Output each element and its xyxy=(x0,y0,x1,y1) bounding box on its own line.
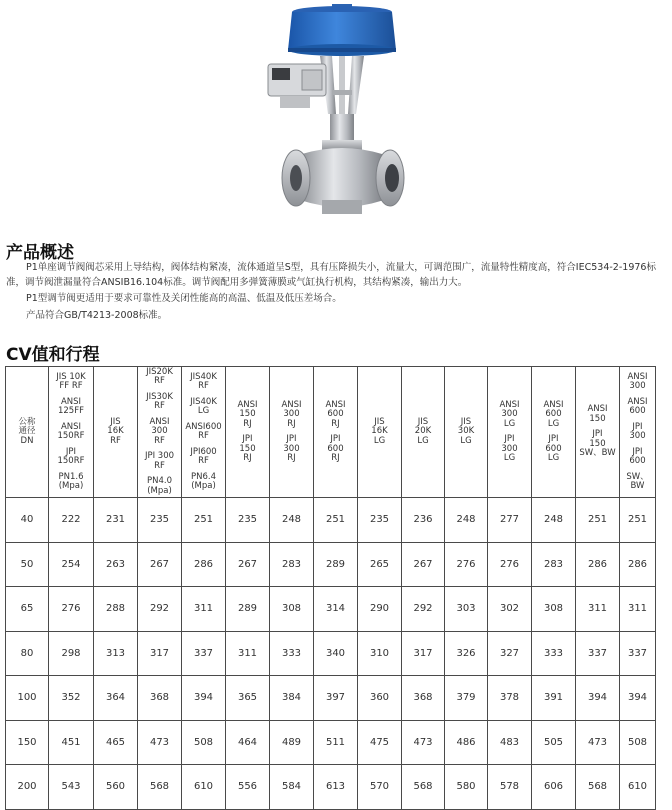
cv-header-label: JPI 600 RJ xyxy=(327,434,344,463)
cv-header-label: ANSI 300 xyxy=(627,371,648,391)
cv-value-cell: 473 xyxy=(576,720,620,765)
cv-value-cell: 568 xyxy=(576,765,620,810)
cv-dn-cell: 80 xyxy=(6,631,49,676)
cv-value-cell: 394 xyxy=(620,676,656,721)
cv-value-cell: 248 xyxy=(270,498,314,543)
cv-value-cell: 568 xyxy=(402,765,445,810)
cv-header-label: 公称 通径 DN xyxy=(18,416,36,446)
cv-value-cell: 568 xyxy=(138,765,182,810)
cv-header-label: PN6.4 (Mpa) xyxy=(190,471,216,491)
cv-value-cell: 310 xyxy=(358,631,402,676)
cv-value-cell: 290 xyxy=(358,587,402,632)
cv-value-cell: 222 xyxy=(49,498,94,543)
cv-header-label: ANSI 600 LG xyxy=(543,399,564,429)
cv-header-label: ANSI 150RF xyxy=(57,421,85,441)
cv-header-cell xyxy=(226,367,270,498)
cv-value-cell: 333 xyxy=(270,631,314,676)
cv-value-cell: 464 xyxy=(226,720,270,765)
cv-dn-cell: 40 xyxy=(6,498,49,543)
cv-value-cell: 580 xyxy=(445,765,488,810)
cv-header-label: ANSI 300 LG xyxy=(499,399,520,429)
cv-value-cell: 379 xyxy=(445,676,488,721)
cv-value-cell: 483 xyxy=(488,720,532,765)
cv-value-cell: 276 xyxy=(488,542,532,587)
cv-value-cell: 263 xyxy=(94,542,138,587)
cv-value-cell: 277 xyxy=(488,498,532,543)
cv-value-cell: 251 xyxy=(314,498,358,543)
cv-value-cell: 286 xyxy=(620,542,656,587)
cv-value-cell: 314 xyxy=(314,587,358,632)
cv-table-row xyxy=(6,542,656,587)
cv-value-cell: 489 xyxy=(270,720,314,765)
cv-value-cell: 298 xyxy=(49,631,94,676)
cv-header-label: JIS20K RF xyxy=(146,366,173,387)
cv-value-cell: 288 xyxy=(94,587,138,632)
cv-value-cell: 333 xyxy=(532,631,576,676)
cv-value-cell: 360 xyxy=(358,676,402,721)
cv-value-cell: 505 xyxy=(532,720,576,765)
cv-value-cell: 340 xyxy=(314,631,358,676)
cv-header-label: JIS30K RF xyxy=(146,391,173,412)
cv-header-label: JIS40K LG xyxy=(190,396,217,416)
cv-header-label: JPI 300 RJ xyxy=(283,434,300,463)
cv-value-cell: 610 xyxy=(620,765,656,810)
cv-value-cell: 303 xyxy=(445,587,488,632)
cv-header-cell xyxy=(138,367,182,498)
cv-value-cell: 289 xyxy=(226,587,270,632)
section-title-overview: 产品概述 xyxy=(6,243,74,263)
cv-value-cell: 337 xyxy=(620,631,656,676)
cv-header-cell xyxy=(6,367,49,498)
cv-value-cell: 364 xyxy=(94,676,138,721)
cv-value-cell: 283 xyxy=(270,542,314,587)
cv-table-row xyxy=(6,720,656,765)
cv-dn-cell: 50 xyxy=(6,542,49,587)
cv-value-cell: 394 xyxy=(576,676,620,721)
cv-value-cell: 475 xyxy=(358,720,402,765)
cv-value-cell: 584 xyxy=(270,765,314,810)
cv-value-cell: 308 xyxy=(532,587,576,632)
cv-header-label: JPI 150 RJ xyxy=(239,434,256,463)
cv-header-cell xyxy=(314,367,358,498)
overview-paragraph-3: 产品符合GB/T4213-2008标准。 xyxy=(26,310,168,321)
cv-header-label: JPI 600 xyxy=(629,446,646,466)
cv-value-cell: 311 xyxy=(620,587,656,632)
cv-value-cell: 327 xyxy=(488,631,532,676)
cv-header-cell xyxy=(576,367,620,498)
cv-table-body xyxy=(6,498,656,810)
cv-header-label: JIS 16K RF xyxy=(107,416,124,446)
cv-value-cell: 292 xyxy=(138,587,182,632)
cv-value-cell: 254 xyxy=(49,542,94,587)
cv-value-cell: 394 xyxy=(182,676,226,721)
cv-value-cell: 292 xyxy=(402,587,445,632)
cv-header-label: JPI 600 LG xyxy=(545,434,562,463)
cv-header-label: ANSI 150 xyxy=(587,404,608,424)
cv-header-cell xyxy=(270,367,314,498)
cv-value-cell: 378 xyxy=(488,676,532,721)
cv-header-label: JPI 300 LG xyxy=(501,434,518,463)
cv-value-cell: 543 xyxy=(49,765,94,810)
cv-header-cell xyxy=(445,367,488,498)
control-valve-illustration xyxy=(262,4,422,226)
cv-value-cell: 248 xyxy=(532,498,576,543)
cv-value-cell: 289 xyxy=(314,542,358,587)
cv-header-label: ANSI 125FF xyxy=(57,396,84,416)
cv-value-cell: 276 xyxy=(49,587,94,632)
cv-dn-cell: 200 xyxy=(6,765,49,810)
cv-value-cell: 308 xyxy=(270,587,314,632)
cv-value-cell: 326 xyxy=(445,631,488,676)
cv-value-cell: 560 xyxy=(94,765,138,810)
cv-header-cell xyxy=(488,367,532,498)
cv-value-cell: 508 xyxy=(182,720,226,765)
cv-header-label: JIS 20K LG xyxy=(414,416,432,446)
cv-value-cell: 251 xyxy=(182,498,226,543)
cv-table-row xyxy=(6,676,656,721)
cv-header-label: JPI 150RF xyxy=(57,446,85,466)
cv-value-cell: 235 xyxy=(358,498,402,543)
cv-value-cell: 251 xyxy=(620,498,656,543)
cv-header-cell xyxy=(94,367,138,498)
cv-value-cell: 276 xyxy=(445,542,488,587)
cv-header-cell xyxy=(358,367,402,498)
cv-header-label: JIS 30K LG xyxy=(457,416,475,446)
cv-value-cell: 248 xyxy=(445,498,488,543)
cv-value-cell: 236 xyxy=(402,498,445,543)
cv-value-cell: 317 xyxy=(138,631,182,676)
cv-header-label: JPI 300 RF xyxy=(144,451,175,471)
cv-header-label: ANSI 150 RJ xyxy=(237,399,258,429)
cv-value-cell: 311 xyxy=(182,587,226,632)
cv-value-cell: 556 xyxy=(226,765,270,810)
cv-value-cell: 317 xyxy=(402,631,445,676)
overview-paragraph-1: P1单座调节阀阀芯采用上导结构，阀体结构紧凑，流体通道呈S型，具有压降损失小，流量大，可调范围广，流量特性精度高，符合IEC534-2-1976标准，调节阀泄漏量符合ANSIB16.104标准。调节阀配用多弹簧薄膜或气缸执行机构，其结构紧凑，输出力大。 xyxy=(6,262,656,288)
cv-header-cell xyxy=(49,367,94,498)
cv-header-label: PN4.0 (Mpa) xyxy=(146,476,172,496)
cv-header-label: JIS 16K LG xyxy=(371,416,388,446)
cv-value-cell: 473 xyxy=(138,720,182,765)
cv-table-row xyxy=(6,765,656,810)
cv-header-label: SW、 BW xyxy=(626,471,649,491)
cv-value-cell: 465 xyxy=(94,720,138,765)
cv-value-cell: 231 xyxy=(94,498,138,543)
cv-value-cell: 397 xyxy=(314,676,358,721)
cv-table-row xyxy=(6,498,656,543)
cv-value-cell: 283 xyxy=(532,542,576,587)
cv-dn-cell: 150 xyxy=(6,720,49,765)
cv-header-cell xyxy=(532,367,576,498)
cv-header-label: PN1.6 (Mpa) xyxy=(58,471,84,491)
product-photo xyxy=(262,4,422,226)
cv-value-cell: 235 xyxy=(226,498,270,543)
cv-value-cell: 384 xyxy=(270,676,314,721)
cv-header-label: ANSI600 RF xyxy=(185,421,222,441)
cv-header-row xyxy=(6,367,656,498)
cv-header-label: ANSI 600 xyxy=(627,396,648,416)
cv-value-cell: 451 xyxy=(49,720,94,765)
cv-header-label: JPI 150 SW、BW xyxy=(579,429,616,459)
cv-value-cell: 265 xyxy=(358,542,402,587)
cv-value-cell: 391 xyxy=(532,676,576,721)
overview-paragraph-2: P1型调节阀更适用于要求可靠性及关闭性能高的高温、低温及低压差场合。 xyxy=(26,293,342,304)
cv-value-cell: 613 xyxy=(314,765,358,810)
cv-dn-cell: 65 xyxy=(6,587,49,632)
cv-value-cell: 286 xyxy=(576,542,620,587)
cv-value-cell: 508 xyxy=(620,720,656,765)
cv-header-label: JIS 10K FF RF xyxy=(56,371,86,391)
cv-value-cell: 610 xyxy=(182,765,226,810)
cv-value-cell: 578 xyxy=(488,765,532,810)
cv-value-cell: 486 xyxy=(445,720,488,765)
cv-value-cell: 473 xyxy=(402,720,445,765)
cv-header-label: JPI600 RF xyxy=(190,446,217,466)
cv-value-cell: 286 xyxy=(182,542,226,587)
cv-header-label: ANSI 300 RF xyxy=(149,416,170,446)
cv-value-cell: 606 xyxy=(532,765,576,810)
cv-value-cell: 337 xyxy=(576,631,620,676)
cv-header-cell xyxy=(402,367,445,498)
cv-header-cell xyxy=(182,367,226,498)
cv-value-cell: 352 xyxy=(49,676,94,721)
cv-value-cell: 311 xyxy=(576,587,620,632)
cv-value-cell: 365 xyxy=(226,676,270,721)
cv-header-label: ANSI 600 RJ xyxy=(325,399,346,429)
cv-dn-cell: 100 xyxy=(6,676,49,721)
cv-value-cell: 267 xyxy=(138,542,182,587)
cv-header-label: JPI 300 xyxy=(629,421,646,441)
cv-value-cell: 267 xyxy=(226,542,270,587)
cv-value-cell: 267 xyxy=(402,542,445,587)
cv-value-cell: 368 xyxy=(138,676,182,721)
cv-header-label: ANSI 300 RJ xyxy=(281,399,302,429)
cv-value-cell: 311 xyxy=(226,631,270,676)
cv-table-row xyxy=(6,631,656,676)
cv-value-cell: 368 xyxy=(402,676,445,721)
cv-table xyxy=(5,366,656,810)
cv-value-cell: 337 xyxy=(182,631,226,676)
cv-table-row xyxy=(6,587,656,632)
cv-value-cell: 313 xyxy=(94,631,138,676)
cv-value-cell: 235 xyxy=(138,498,182,543)
cv-value-cell: 302 xyxy=(488,587,532,632)
cv-value-cell: 570 xyxy=(358,765,402,810)
cv-header-label: JIS40K RF xyxy=(190,371,217,391)
cv-value-cell: 251 xyxy=(576,498,620,543)
cv-header-cell xyxy=(620,367,656,498)
cv-value-cell: 511 xyxy=(314,720,358,765)
section-title-cv: CV值和行程 xyxy=(6,345,100,365)
